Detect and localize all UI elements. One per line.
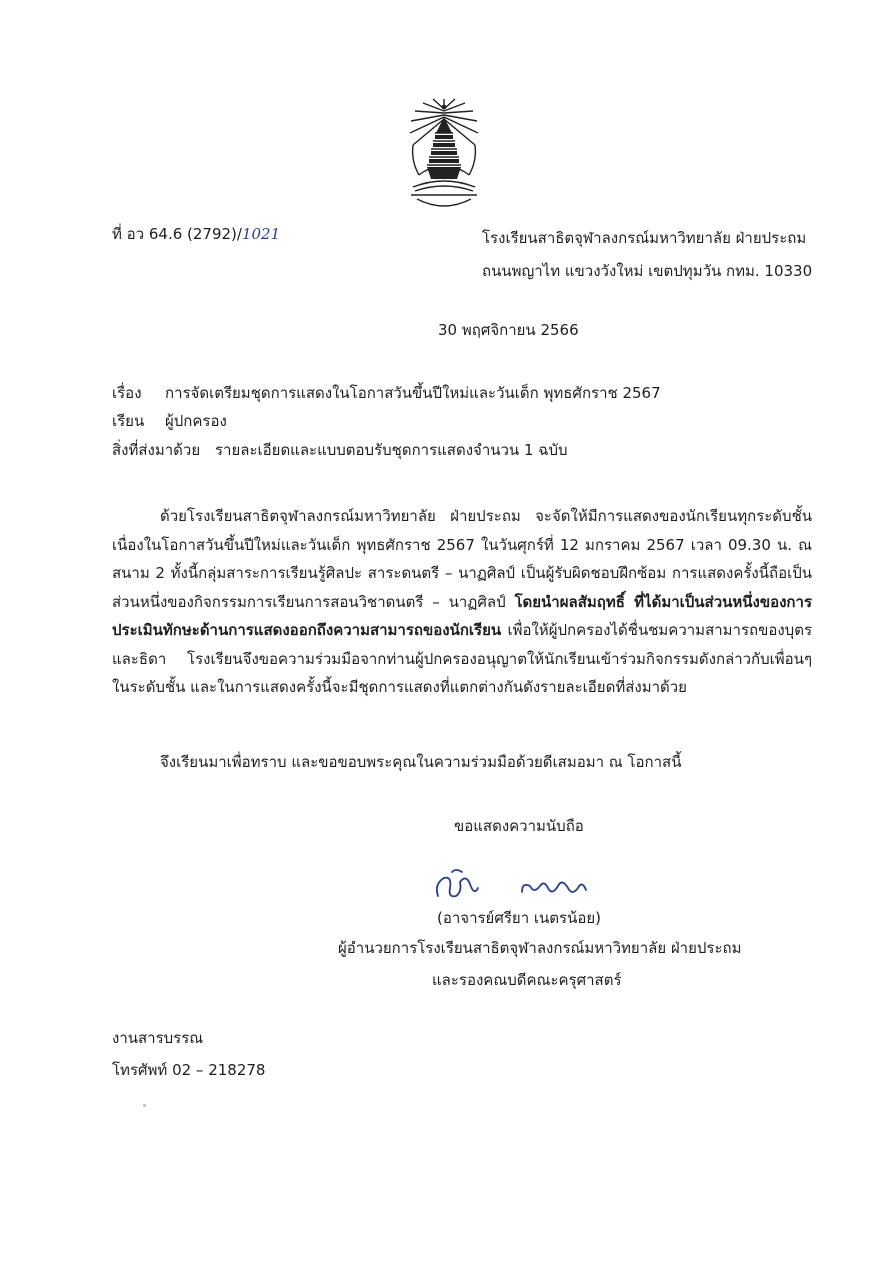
sender-address: ถนนพญาไท แขวงวังใหม่ เขตปทุมวัน กทม. 10330 <box>482 262 813 280</box>
reference-number <box>112 222 280 246</box>
subject-label: เรื่อง <box>112 384 142 402</box>
body-text-part1: ด้วยโรงเรียนสาธิตจุฬาลงกรณ์มหาวิทยาลัย ฝ่ายประถม จะจัดให้มีการแสดงของนักเรียนทุกระดับชั้นเนื่องในโอกาสวันขึ้นปีใหม่และวันเด็ก พุทธศักราช 2567 ในวันศุกร์ที่ 12 มกราคม 2567 เวลา 09.30 น. ณ สนาม 2 ทั้งนี้กลุ่มสาระการเรียนรู้ศิลปะ สาระดนตรี – นาฏศิลป์ เป็นผู้รับผิดชอบฝึกซ้อม การแสดงครั้งนี้ถือเป็นส่วนหนึ่งของกิจกรรมการเรียนการสอนวิชาดนตรี – นาฏศิลป์ <box>112 507 812 611</box>
reference-prefix: ที่ อว 64.6 (2792)/ <box>112 225 242 243</box>
signature-icon <box>430 866 600 906</box>
university-emblem-icon <box>405 95 483 215</box>
scan-speck <box>143 1104 146 1107</box>
body-paragraph <box>112 502 812 702</box>
signatory-title-line1: ผู้อำนวยการโรงเรียนสาธิตจุฬาลงกรณ์มหาวิทยาลัย ฝ่ายประถม <box>338 939 742 957</box>
body-text-bold: โดยนำผลสัมฤทธิ์ ที่ได้มาเป็นส่วนหนึ่งของการประเมินทักษะด้านการแสดงออกถึงความสามารถของนักเรียน <box>112 592 812 639</box>
recipient-label: เรียน <box>112 412 145 430</box>
closing-paragraph: จึงเรียนมาเพื่อทราบ และขอขอบพระคุณในความร่วมมือด้วยดีเสมอมา ณ โอกาสนี้ <box>160 753 682 771</box>
body-text-part2: เพื่อให้ผู้ปกครองได้ชื่นชมความสามารถของบุตรและธิดา โรงเรียนจึงขอความร่วมมือจากท่านผู้ปกครองอนุญาตให้นักเรียนเข้าร่วมกิจกรรมดังกล่าวกับเพื่อนๆ ในระดับชั้น และในการแสดงครั้งนี้จะมีชุดการแสดงที่แตกต่างกันดังรายละเอียดที่ส่งมาด้วย <box>112 621 812 696</box>
recipient-text: ผู้ปกครอง <box>165 412 227 430</box>
sign-off: ขอแสดงความนับถือ <box>454 817 584 835</box>
reference-handwritten-number: 1021 <box>241 225 281 243</box>
sender-organization: โรงเรียนสาธิตจุฬาลงกรณ์มหาวิทยาลัย ฝ่ายประถม <box>482 229 807 247</box>
footer-department: งานสารบรรณ <box>112 1029 204 1047</box>
subject-text: การจัดเตรียมชุดการแสดงในโอกาสวันขึ้นปีใหม่และวันเด็ก พุทธศักราช 2567 <box>165 384 661 402</box>
letter-date: 30 พฤศจิกายน 2566 <box>438 321 579 339</box>
signatory-title-line2: และรองคณบดีคณะครุศาสตร์ <box>432 971 622 989</box>
enclosure-text: รายละเอียดและแบบตอบรับชุดการแสดงจำนวน 1 ฉบับ <box>215 441 568 459</box>
signatory-name: (อาจารย์ศรียา เนตรน้อย) <box>437 909 601 927</box>
footer-phone: โทรศัพท์ 02 – 218278 <box>112 1061 266 1079</box>
enclosure-label: สิ่งที่ส่งมาด้วย <box>112 441 201 459</box>
